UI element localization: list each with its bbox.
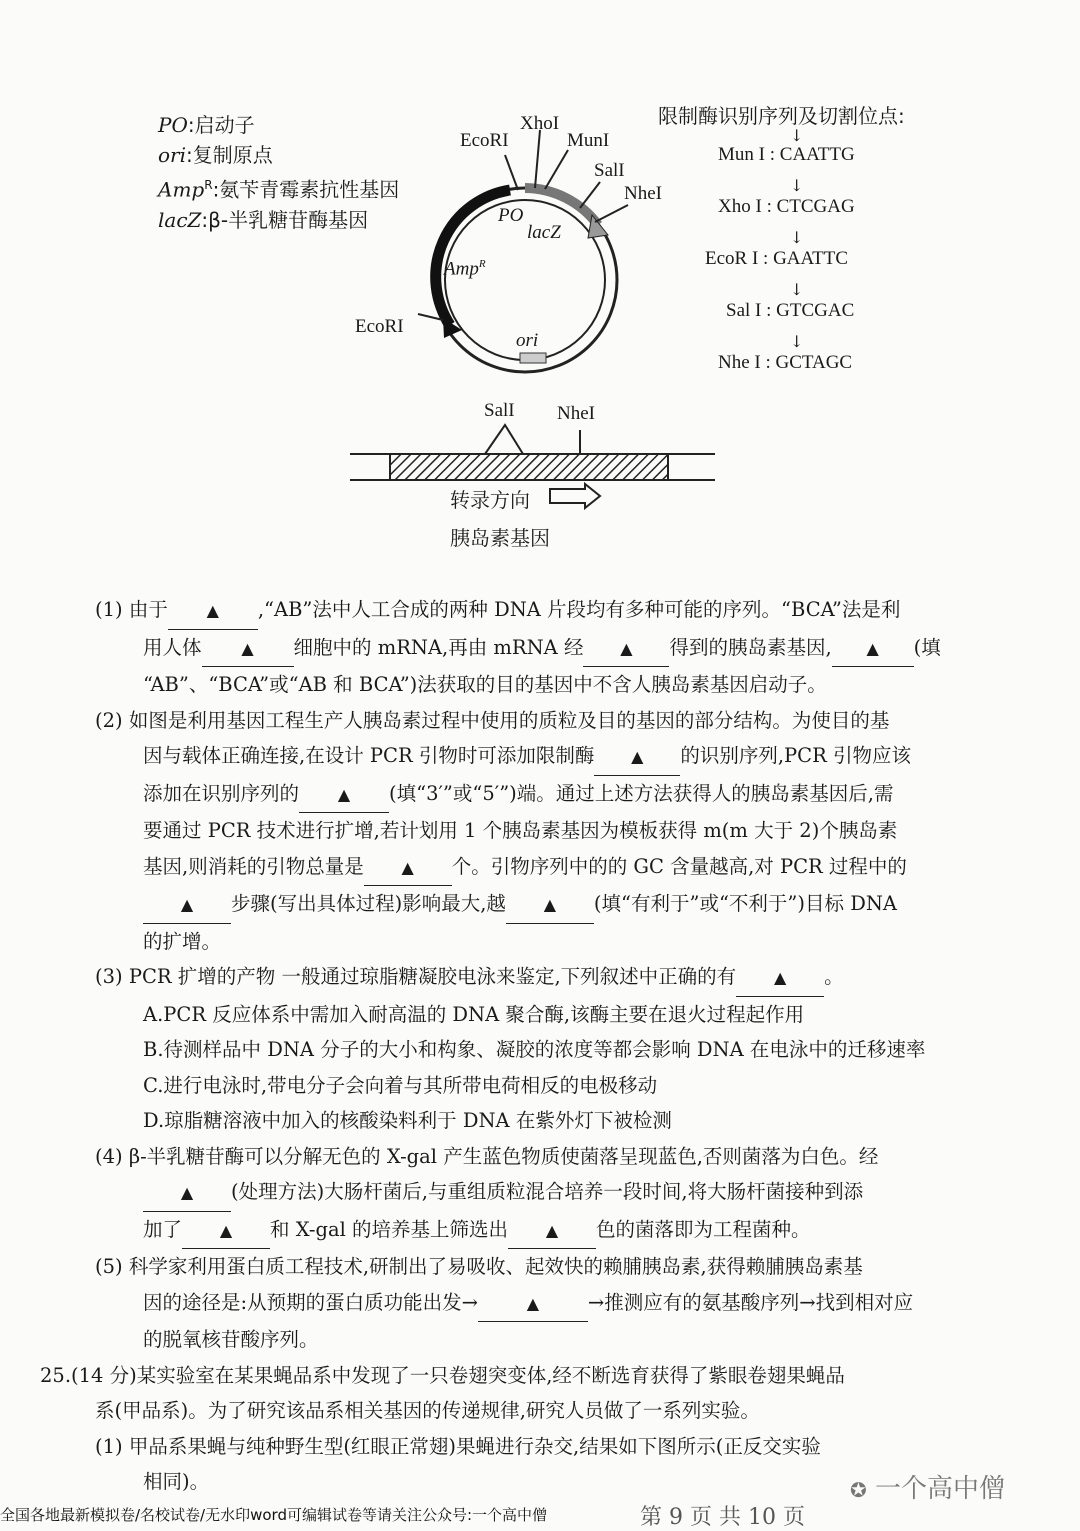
arrow-down-icon: ↓ xyxy=(790,280,804,299)
legend-ampr: Amp$^R$:氨苄青霉素抗性基因 xyxy=(158,177,400,202)
q5-line1: (5) 科学家利用蛋白质工程技术,研制出了易吸收、起效快的赖脯胰岛素,获得赖脯胰岛素基 xyxy=(95,1255,863,1278)
label-muni: MunI xyxy=(567,130,610,151)
q2-line6: ▲ 步骤(写出具体过程)影响最大,越 ▲ (填“有利于”或“不利于”)目标 DNA xyxy=(95,886,1040,924)
restriction-sali: Sal I : GTCGAC xyxy=(726,300,855,321)
page-number: 第 9 页 共 10 页 xyxy=(640,1505,805,1530)
q3-option-a: A.PCR 反应体系中需加入耐高温的 DNA 聚合酶,该酶主要在退火过程起作用 xyxy=(143,1002,805,1026)
answer-blank: ▲ xyxy=(583,630,669,668)
answer-blank: ▲ xyxy=(143,1174,231,1212)
ecori-top-site xyxy=(505,155,518,190)
q25-line4: 相同)。 xyxy=(143,1470,210,1493)
arrow-down-icon: ↓ xyxy=(790,176,804,195)
answer-blank: ▲ xyxy=(508,1212,596,1250)
restriction-ecori: EcoR I : GAATTC xyxy=(705,248,849,269)
label-nhei: NheI xyxy=(624,183,662,204)
gene-label-sali: SalI xyxy=(484,400,515,421)
legend-lacz: lacZ:β-半乳糖苷酶基因 xyxy=(158,207,369,232)
q1-line3: “AB”、“BCA”或“AB 和 BCA”)法获取的目的基因中不含人胰岛素基因启动子。 xyxy=(143,673,827,696)
watermark-logo: ✪ 一个高中僧 xyxy=(850,1474,1006,1504)
ori-marker xyxy=(520,353,546,363)
label-sali: SalI xyxy=(594,160,625,181)
question-body xyxy=(40,592,1040,1500)
restriction-title: 限制酶识别序列及切割位点: xyxy=(658,104,905,128)
q25-line2: 系(甲品系)。为了研究该品系相关基因的传递规律,研究人员做了一系列实验。 xyxy=(95,1399,760,1422)
q3-option-d: D.琼脂糖溶液中加入的核酸染料利于 DNA 在紫外灯下被检测 xyxy=(143,1109,672,1132)
q4-line1: (4) β-半乳糖苷酶可以分解无色的 X-gal 产生蓝色物质使菌落呈现蓝色,否则菌落为白色。经 xyxy=(95,1144,879,1168)
q1-line1: (1) 由于 ▲ ,“AB”法中人工合成的两种 DNA 片段均有多种可能的序列。“BCA”法是利 xyxy=(95,592,1040,630)
q25-line1: 25.(14 分)某实验室在某果蝇品系中发现了一只卷翅突变体,经不断选育获得了紫眼卷翅果蝇品 xyxy=(40,1363,845,1387)
label-ecori-top: EcoRI xyxy=(460,130,509,151)
q2-line4: 要通过 PCR 技术进行扩增,若计划用 1 个胰岛素基因为模板获得 m(m 大于 2)个胰岛素 xyxy=(143,819,898,842)
answer-blank: ▲ xyxy=(832,630,914,668)
label-lacz: lacZ xyxy=(527,222,561,243)
q2-line7: 的扩增。 xyxy=(143,929,222,953)
wechat-icon: ✪ xyxy=(850,1478,867,1502)
restriction-xhoi: Xho I : CTCGAG xyxy=(718,196,855,217)
answer-blank: ▲ xyxy=(168,592,258,630)
answer-blank: ▲ xyxy=(736,959,824,997)
answer-blank: ▲ xyxy=(143,886,231,924)
answer-blank: ▲ xyxy=(594,738,680,776)
xhoi-site xyxy=(535,130,540,188)
q5-line3: 的脱氧核苷酸序列。 xyxy=(143,1328,319,1351)
answer-blank: ▲ xyxy=(364,849,452,887)
legend-po: PO:启动子 xyxy=(158,113,255,137)
q5-line2: 因的途径是:从预期的蛋白质功能出发→ ▲ →推测应有的氨基酸序列→找到相对应 xyxy=(95,1285,1040,1323)
q2-line3: 添加在识别序列的 ▲ (填“3′”或“5′”)端。通过上述方法获得人的胰岛素基因后,需 xyxy=(95,776,1040,814)
q4-line3: 加了 ▲ 和 X-gal 的培养基上筛选出 ▲ 色的菌落即为工程菌种。 xyxy=(95,1212,1040,1250)
footer-banner: 全国各地最新模拟卷/名校试卷/无水印word可编辑试卷等请关注公众号:一个高中僧 xyxy=(0,1506,548,1524)
answer-blank: ▲ xyxy=(299,776,389,814)
answer-blank: ▲ xyxy=(506,886,594,924)
label-xhoi: XhoI xyxy=(520,113,560,134)
insulin-gene-label: 胰岛素基因 xyxy=(450,526,550,550)
answer-blank: ▲ xyxy=(478,1285,588,1323)
q25-line3: (1) 甲品系果蝇与纯种野生型(红眼正常翅)果蝇进行杂交,结果如下图所示(正反交实验 xyxy=(95,1434,821,1458)
arrow-down-icon: ↓ xyxy=(790,228,804,247)
answer-blank: ▲ xyxy=(202,630,294,668)
sali-cut-site xyxy=(485,425,523,454)
answer-blank: ▲ xyxy=(182,1212,270,1250)
q3-line1: (3) PCR 扩增的产物 一般通过琼脂糖凝胶电泳来鉴定,下列叙述中正确的有 ▲ 。 xyxy=(95,959,1040,997)
restriction-muni: Mun I : CAATTG xyxy=(718,144,855,165)
q2-line1: (2) 如图是利用基因工程生产人胰岛素过程中使用的质粒及目的基因的部分结构。为使目的基 xyxy=(95,708,890,732)
q2-line5: 基因,则消耗的引物总量是 ▲ 个。引物序列中的的 GC 含量越高,对 PCR 过程中的 xyxy=(95,849,1040,887)
q3-option-c: C.进行电泳时,带电分子会向着与其所带电荷相反的电极移动 xyxy=(143,1073,658,1097)
lacz-gene-arc xyxy=(525,188,598,225)
sali-site xyxy=(580,182,600,208)
label-po: PO xyxy=(498,205,524,226)
muni-site xyxy=(545,150,568,189)
label-ecori-left: EcoRI xyxy=(355,316,404,337)
gene-label-nhei: NheI xyxy=(557,403,595,424)
transcription-arrow-icon xyxy=(550,484,600,508)
q4-line2: ▲ (处理方法)大肠杆菌后,与重组质粒混合培养一段时间,将大肠杆菌接种到添 xyxy=(95,1174,1040,1212)
label-ori: ori xyxy=(516,330,539,351)
q1-line2: 用人体 ▲ 细胞中的 mRNA,再由 mRNA 经 ▲ 得到的胰岛素基因, ▲ (填 xyxy=(95,630,1040,668)
q2-line2: 因与载体正确连接,在设计 PCR 引物时可添加限制酶 ▲ 的识别序列,PCR 引物应该 xyxy=(95,738,1040,776)
transcription-direction-label: 转录方向 xyxy=(450,488,530,512)
insulin-gene-diagram xyxy=(345,420,725,510)
insulin-gene-region xyxy=(390,454,668,480)
arrow-down-icon: ↓ xyxy=(790,126,804,145)
arrow-down-icon: ↓ xyxy=(790,332,804,351)
restriction-nhei: Nhe I : GCTAGC xyxy=(718,352,853,373)
nhei-site xyxy=(595,205,628,222)
label-ampr: Amp$^R$ xyxy=(444,258,486,280)
q3-option-b: B.待测样品中 DNA 分子的大小和构象、凝胶的浓度等都会影响 DNA 在电泳中的迁移速率 xyxy=(143,1038,926,1061)
legend-ori: ori:复制原点 xyxy=(158,143,273,167)
